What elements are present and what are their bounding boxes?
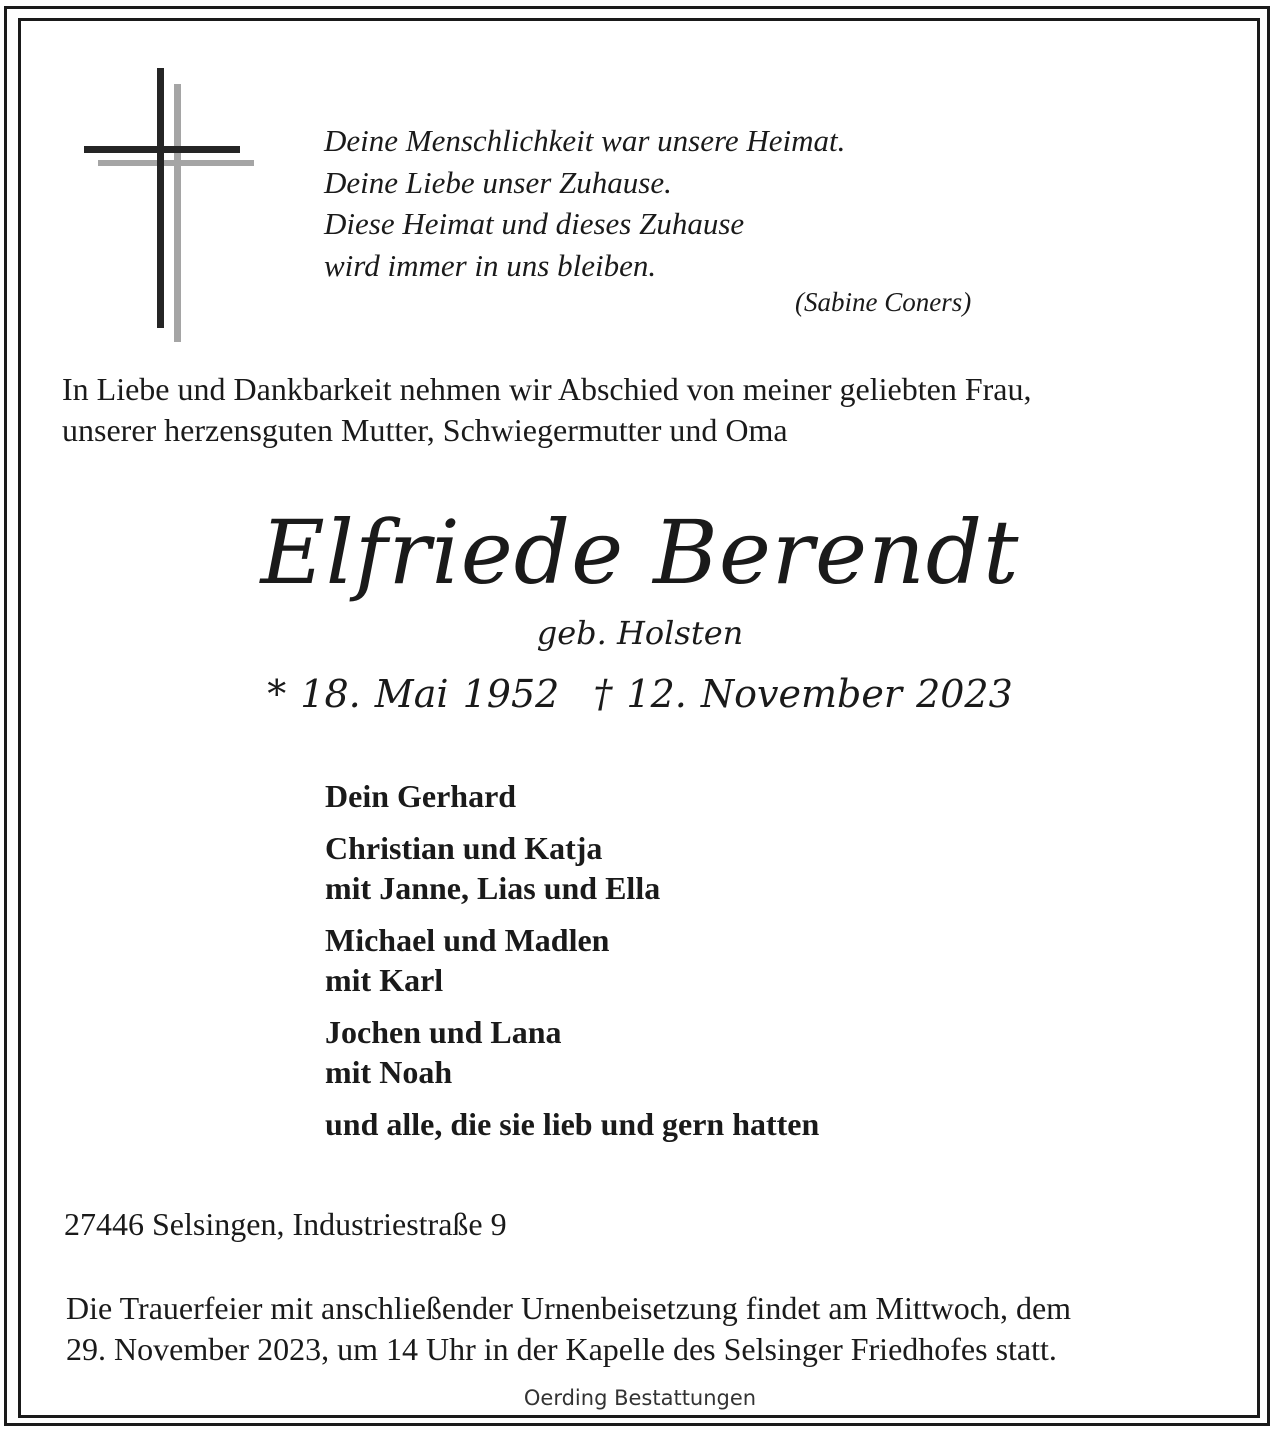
service-info [66,1288,1071,1370]
family-list [325,776,819,1156]
family-group [325,776,819,816]
intro-line: In Liebe und Dankbarkeit nehmen wir Abschied von meiner geliebten Frau, [62,371,1032,407]
life-dates [0,672,1280,716]
family-group [325,1104,819,1144]
undertaker-name: Oerding Bestattungen [523,1386,757,1410]
family-line: mit Janne, Lias und Ella [325,870,661,906]
poem-author: (Sabine Coners) [795,287,972,317]
poem-line: Deine Liebe unser Zuhause. [324,164,672,200]
maiden-name: geb. Holsten [536,614,744,652]
family-line: Christian und Katja [325,830,603,866]
family-group [325,1012,819,1092]
family-line: Jochen und Lana [325,1014,562,1050]
birth-date: * 18. Mai 1952 [267,672,560,716]
family-line: mit Noah [325,1054,453,1090]
family-group [325,920,819,1000]
service-line: 29. November 2023, um 14 Uhr in der Kapelle des Selsinger Friedhofes statt. [66,1331,1057,1367]
family-group [325,828,819,908]
family-line: Michael und Madlen [325,922,610,958]
family-line: mit Karl [325,962,444,998]
cross-icon [82,66,258,348]
death-date: † 12. November 2023 [593,672,1013,716]
intro-line: unserer herzensguten Mutter, Schwiegermutter und Oma [62,412,788,448]
poem-line: wird immer in uns bleiben. [324,247,657,283]
deceased-name: Elfriede Berendt [260,501,1020,604]
address: 27446 Selsingen, Industriestraße 9 [64,1206,507,1242]
intro-text [62,369,1031,451]
family-line: und alle, die sie lieb und gern hatten [325,1106,820,1142]
poem [324,120,845,286]
family-line: Dein Gerhard [325,778,517,814]
poem-line: Diese Heimat und dieses Zuhause [324,206,745,241]
poem-line: Deine Menschlichkeit war unsere Heimat. [324,123,846,158]
service-line: Die Trauerfeier mit anschließender Urnenbeisetzung findet am Mittwoch, dem [66,1290,1072,1326]
